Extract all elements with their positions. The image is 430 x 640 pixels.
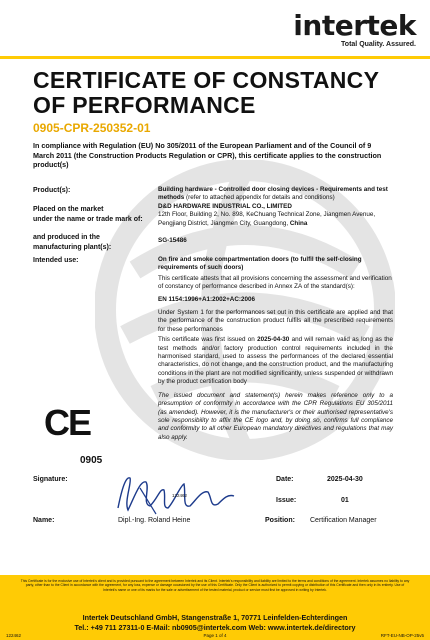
label-date: Date: — [276, 476, 294, 483]
manufacturer-country: China — [289, 219, 308, 227]
label-products: Product(s): — [33, 187, 71, 194]
products-note: (refer to attached appendix for details and conditions) — [184, 194, 335, 202]
footer-band — [0, 575, 430, 640]
intended-use-value: On fire and smoke compartmentation doors (to fulfil the self-closing requirements of such doors) — [158, 256, 362, 272]
label-position: Position: — [265, 517, 295, 524]
signature-stamp-id: 122462 — [172, 493, 188, 498]
logo-tagline: Total Quality. Assured. — [341, 41, 416, 48]
attest-paragraph: This certificate attests that all provisions concerning the assessment and verification of constancy of performance described in Annex ZA of the standard(s): — [158, 274, 392, 291]
label-intended-use: Intended use: — [33, 257, 79, 264]
label-issue: Issue: — [276, 497, 297, 504]
label-placed-line-2: under the name or trade mark of: — [33, 215, 143, 223]
footer-contact: Tel.: +49 711 27311-0 E-Mail: nb0905@intertek.com Web: www.intertek.de/directory — [74, 623, 356, 632]
manufacturer-address-block — [158, 211, 393, 228]
manufacturer-name: D&D HARDWARE INDUSTRIAL CO., LIMITED — [158, 203, 292, 210]
products-value — [158, 186, 393, 203]
label-signature: Signature: — [33, 476, 68, 483]
signatory-position: Certification Manager — [310, 517, 377, 524]
first-issue-date: 2025-04-30 — [257, 336, 290, 344]
footer-address: Intertek Deutschland GmbH, Stangenstraße 1, 70771 Leinfelden-Echterdingen — [82, 613, 348, 622]
intertek-logo — [293, 9, 416, 48]
certificate-title — [33, 68, 379, 118]
signatory-name: Dipl.-Ing. Roland Heine — [118, 517, 191, 524]
title-line-2: OF PERFORMANCE — [33, 92, 256, 118]
ce-mark-icon: CE — [44, 402, 91, 443]
label-produced-in — [33, 233, 111, 252]
standard-reference: EN 1154:1996+A1:2002+AC:2006 — [158, 295, 255, 303]
header-yellow-rule — [0, 56, 430, 59]
footer-code-right: RFT-EU-NB-OP-25v5 — [380, 633, 424, 638]
intro-paragraph: In compliance with Regulation (EU) No 305/2011 of the European Parliament and of the Council of 9 March 2011 (the Construction Products Regulation or CPR), this certificate applies to the construction product(s) — [33, 141, 382, 170]
label-produced-line-1: and produced in the — [33, 234, 100, 241]
signature-date: 2025-04-30 — [327, 476, 363, 483]
label-placed-on-market — [33, 205, 143, 224]
label-name: Name: — [33, 517, 55, 524]
title-line-1: CERTIFICATE OF CONSTANCY — [33, 67, 380, 93]
logo-wordmark: intertek — [293, 9, 416, 42]
footer-code-left: 122462 — [6, 633, 22, 638]
validity-post: and will remain valid as long as the test methods and/or factory production control requirements included in the harmonised standard, used to assess the performances of the declared essential characteristics, do not change, and the construction product, and the manufacturing conditions in the plant are not modified significantly, unless suspended or withdrawn by the product certification body — [158, 336, 393, 386]
certificate-number: 0905-CPR-250352-01 — [33, 121, 151, 135]
validity-paragraph — [158, 336, 393, 386]
notified-body-number: 0905 — [80, 455, 103, 466]
products-bold: Building hardware - Controlled door closing devices - Requirements and test methods — [158, 186, 388, 202]
plant-code: SG-15486 — [158, 237, 187, 244]
system-paragraph: Under System 1 for the performances set out in this certificate are applied and that the performance of the construction product fulfils all the prescribed requirements for these performances — [158, 309, 393, 333]
label-produced-line-2: manufacturing plant(s): — [33, 243, 112, 251]
validity-pre: This certificate was first issued on — [158, 336, 258, 344]
footer-page-number: Page 1 of 4 — [203, 633, 227, 638]
footer-disclaimer: This Certificate is for the exclusive use of Intertek's client and is provided pursuant to the agreement between Intertek and its Client. Intertek's responsibility and liability are limited to the terms and conditions of the agreement. Intertek assumes no liability to any party, other than to the Client in accordance with the agreement, for any loss, expense or damage occasioned by the use of this Certificate. Only the Client is authorized to permit copying or distribution of this Certificate and then only in its entirety. Use of Intertek's name or one of its marks for the sale or advertisement of the tested material, product or service must first be approved in writing by Intertek. — [20, 579, 410, 592]
label-placed-line-1: Placed on the market — [33, 206, 104, 213]
issue-number: 01 — [341, 497, 349, 504]
ce-disclaimer: The issued document and statement(s) herein makes reference only to a presumption of conformity in accordance with the CPR Regulations EU 305/2011 (as amended). However, it is the manufacturer's or their authorised representative's sole responsibility to affix the CE logo and, by doing so, confirms full compliance and conformity to all other European mandatory directives and regulations that may also apply. — [158, 391, 393, 441]
manufacturer-address: 12th Floor, Building 2, No. 898, KeChuang Technical Zone, Jiangmen Avenue, Pengjiang District, Jiangmen City, Guangdong, — [158, 211, 376, 227]
manufacturer-block — [158, 203, 393, 228]
conformity-block — [158, 256, 393, 444]
